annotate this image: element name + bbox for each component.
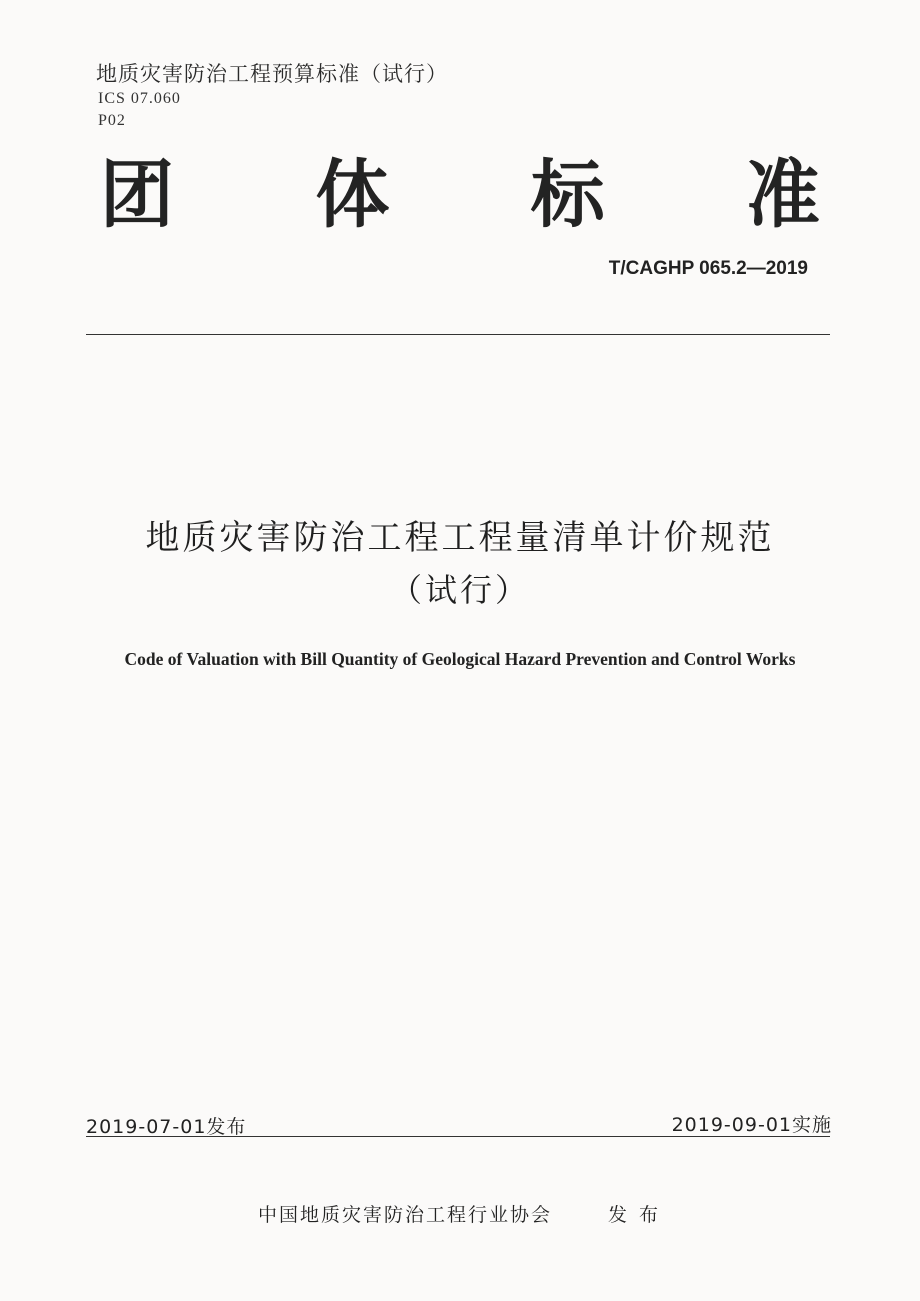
doc-type-char-4: 准 [745,152,820,238]
document-type-heading [100,150,820,240]
top-divider [86,334,830,335]
publisher-name: 中国地质灾害防治工程行业协会 [258,1204,553,1226]
series-title: 地质灾害防治工程预算标准（试行） [96,62,448,86]
publish-label: 发布 [608,1204,671,1226]
bottom-divider [86,1136,830,1137]
ics-code: ICS 07.060 [98,90,181,107]
ccs-code: P02 [98,112,126,129]
implementation-date: 2019-09-01实施 [671,1114,832,1136]
doc-type-char-1: 团 [100,152,174,238]
issue-date: 2019-07-01发布 [86,1116,247,1138]
chinese-title: 地质灾害防治工程工程量清单计价规范 [145,518,775,558]
chinese-subtitle: （试行） [389,571,530,609]
doc-type-char-3: 标 [530,152,605,238]
standard-number: T/CAGHP 065.2—2019 [608,258,808,279]
english-title: Code of Valuation with Bill Quantity of Geological Hazard Prevention and Control Works [124,649,796,669]
doc-type-char-2: 体 [315,152,390,238]
